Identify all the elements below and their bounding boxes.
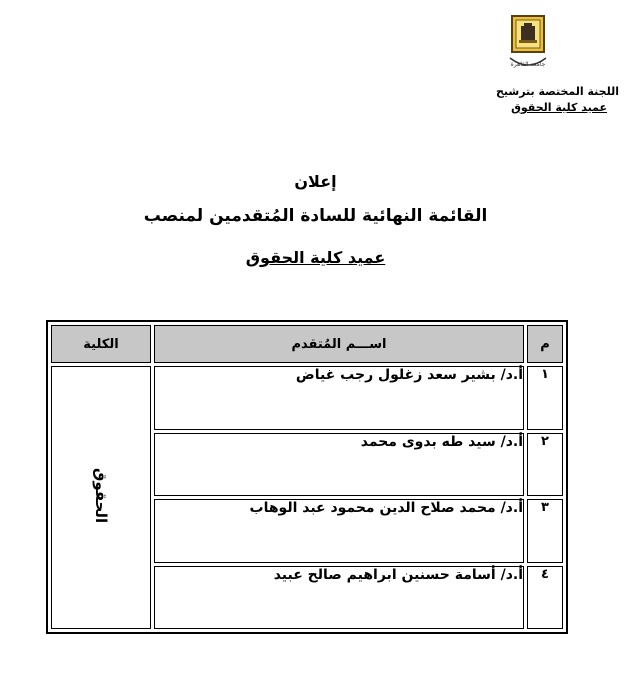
faculty-name: الحقوق — [92, 467, 110, 524]
row-number: ٤ — [527, 566, 563, 630]
university-seal-icon — [506, 14, 550, 72]
row-number: ٣ — [527, 499, 563, 563]
row-number: ١ — [527, 366, 563, 430]
announcement-title: إعلان — [294, 172, 337, 191]
committee-line-1: اللجنة المختصة بترشيح — [495, 85, 619, 98]
announcement-position: عميد كلية الحقوق — [245, 248, 386, 267]
candidate-name: أ.د/ محمد صلاح الدين محمود عبد الوهاب — [154, 499, 524, 563]
table-header-row — [51, 325, 563, 363]
row-number: ٢ — [527, 433, 563, 497]
faculty-cell — [51, 366, 151, 629]
committee-header — [419, 84, 619, 116]
table-row — [51, 366, 563, 430]
svg-text:جامعة القاهرة: جامعة القاهرة — [510, 61, 546, 68]
column-header-name: اســـم المُتقدم — [154, 325, 524, 363]
column-header-num: م — [527, 325, 563, 363]
candidate-name: أ.د/ أسامة حسنين ابراهيم صالح عبيد — [154, 566, 524, 630]
candidates-table — [46, 320, 568, 634]
candidate-name: أ.د/ بشير سعد زغلول رجب غياض — [154, 366, 524, 430]
announcement-subtitle: القائمة النهائية للسادة المُتقدمين لمنصب — [143, 206, 488, 226]
committee-line-2: عميد كلية الحقوق — [511, 101, 607, 114]
column-header-faculty: الكلية — [51, 325, 151, 363]
candidate-name: أ.د/ سيد طه بدوى محمد — [154, 433, 524, 497]
